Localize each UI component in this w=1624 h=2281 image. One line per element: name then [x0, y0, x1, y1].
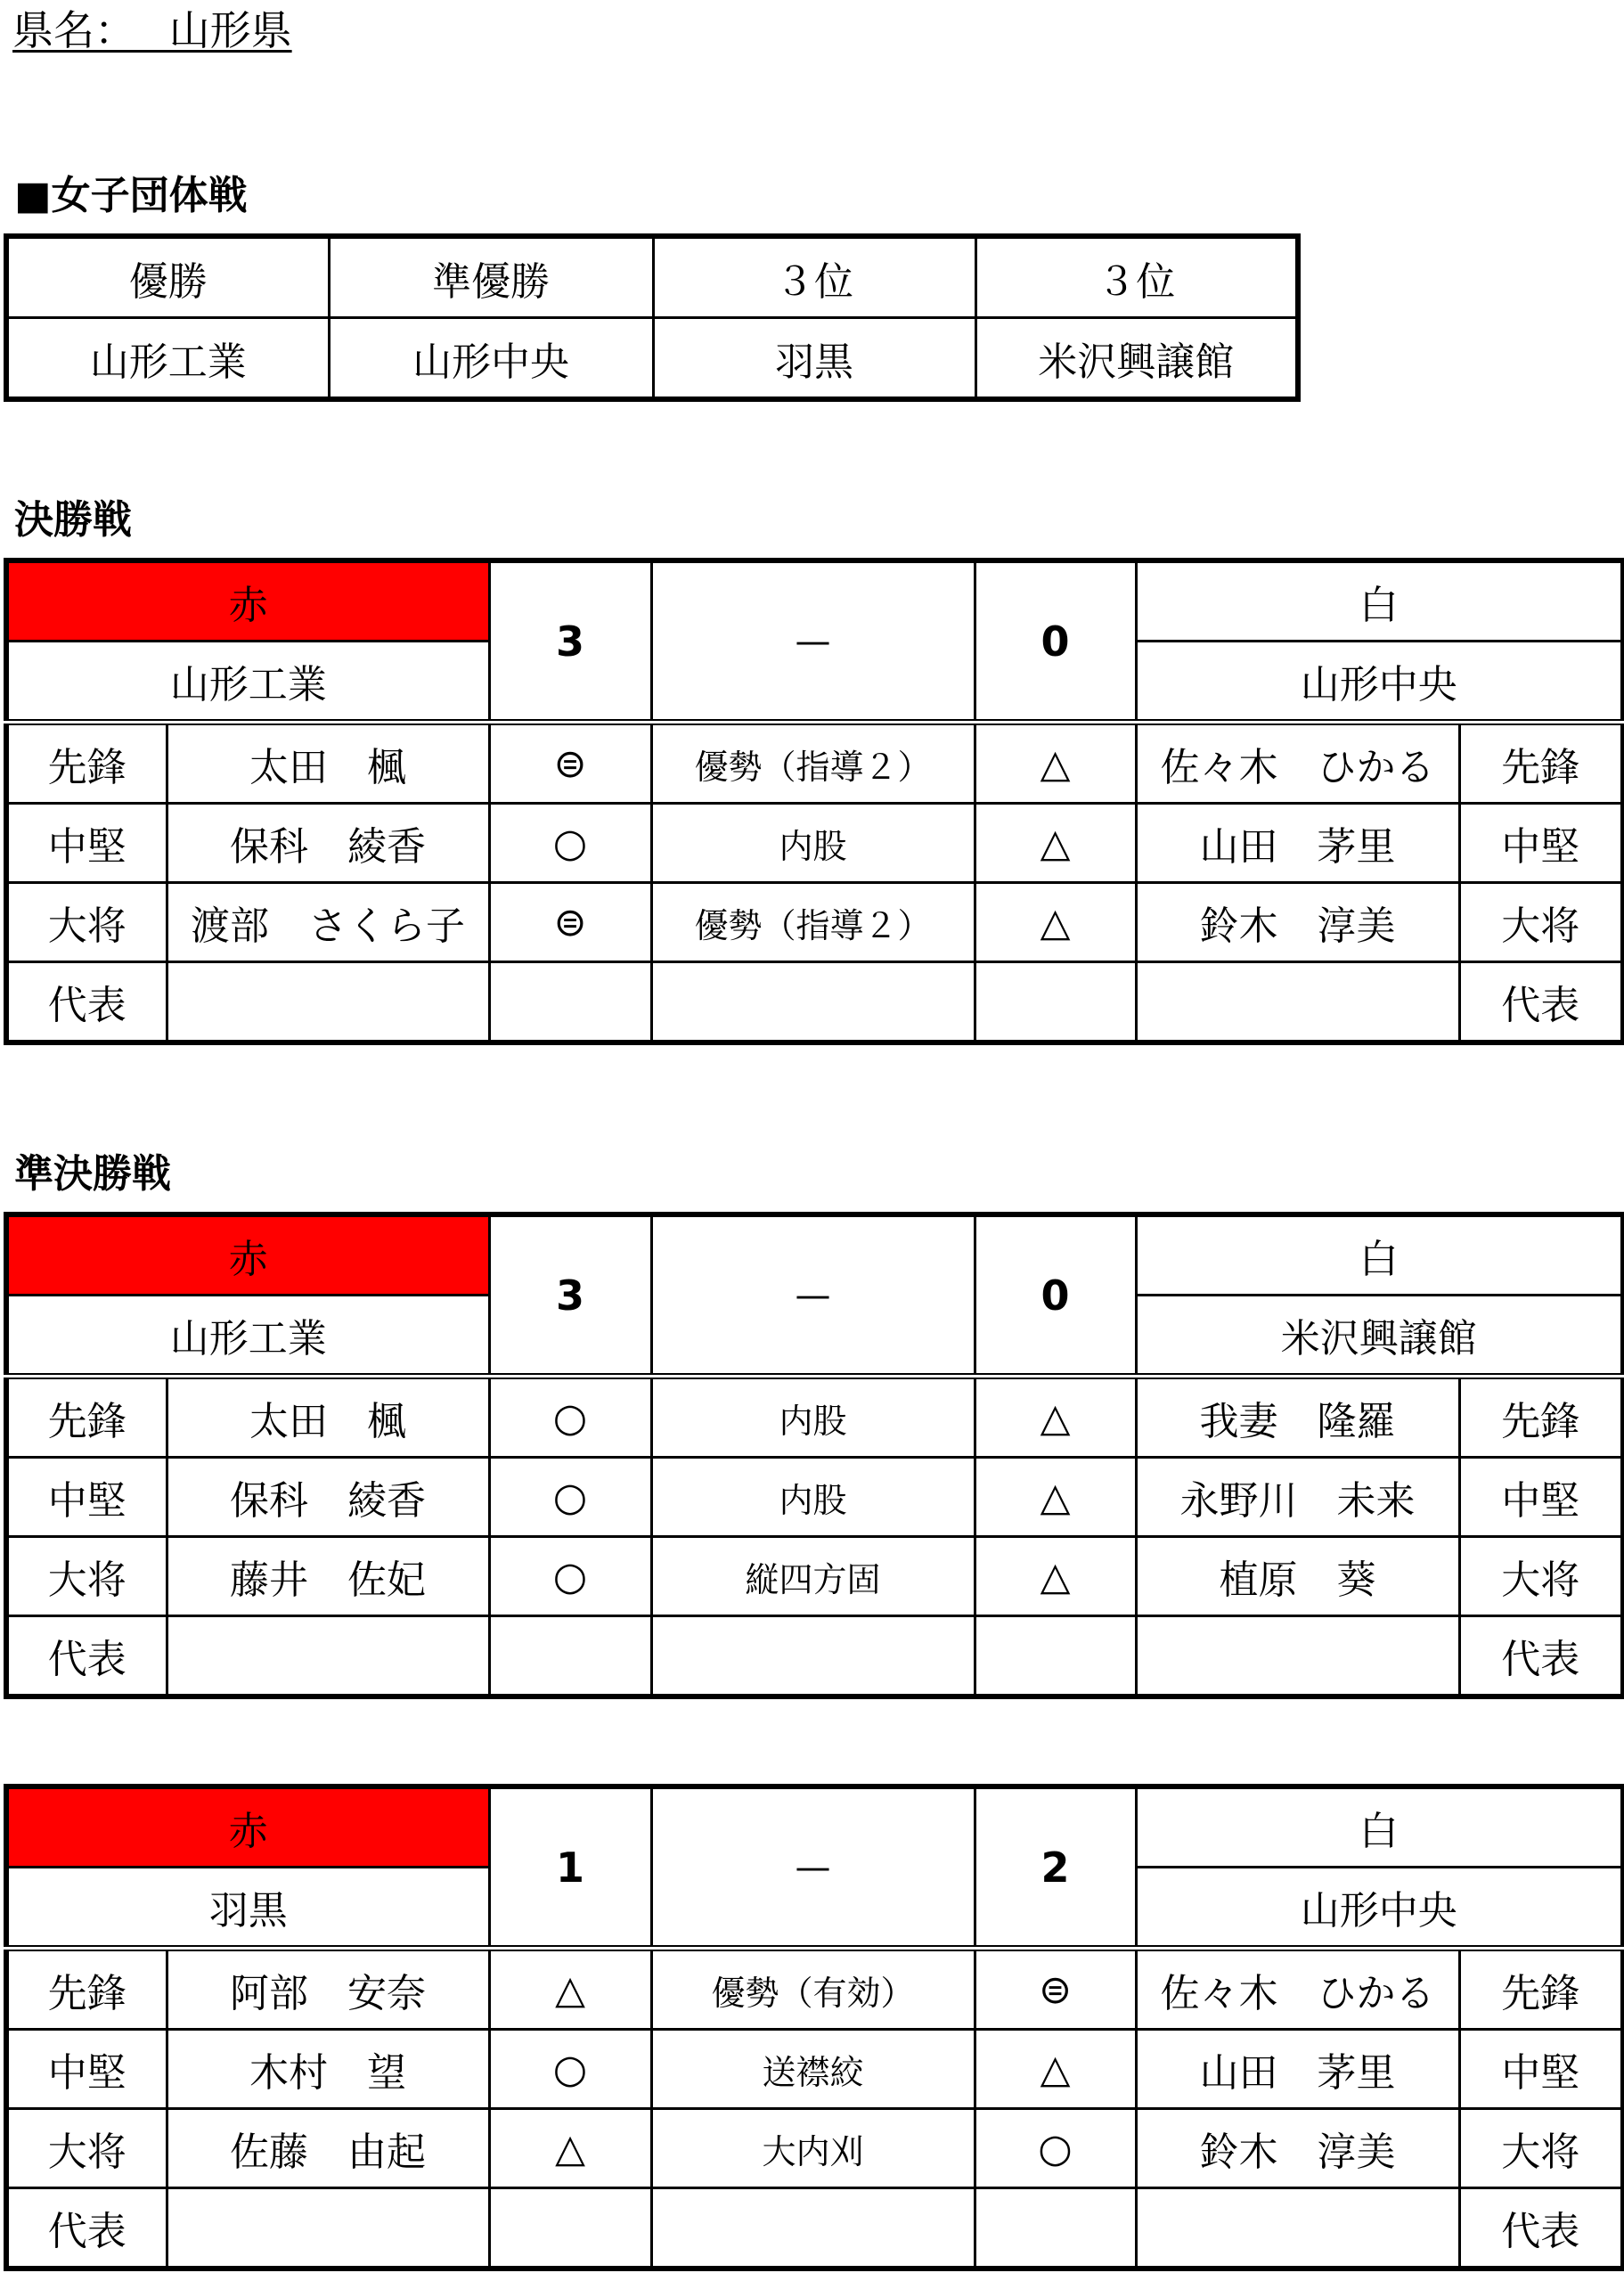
red-player: 保科 綾香: [167, 804, 489, 883]
position-left: 大将: [6, 883, 167, 962]
bout-row: [6, 804, 1623, 883]
technique: 内股: [651, 804, 975, 883]
standings-header: 準優勝: [329, 236, 653, 318]
technique: [651, 962, 975, 1043]
white-player: 山田 茅里: [1136, 2030, 1459, 2109]
bout-row: [6, 2030, 1623, 2109]
position-right: 先鋒: [1459, 1377, 1623, 1458]
position-left: 代表: [6, 962, 167, 1043]
final-title: 決勝戦: [14, 497, 132, 543]
red-result-mark: ○: [489, 1537, 651, 1616]
bout-row: [6, 1458, 1623, 1537]
position-left: 先鋒: [6, 723, 167, 804]
position-left: 代表: [6, 2188, 167, 2269]
red-team: 山形工業: [6, 642, 489, 723]
technique: 送襟絞: [651, 2030, 975, 2109]
position-left: 中堅: [6, 2030, 167, 2109]
position-right: 代表: [1459, 2188, 1623, 2269]
white-player: [1136, 962, 1459, 1043]
white-player: 鈴木 淳美: [1136, 883, 1459, 962]
red-score: 3: [489, 560, 651, 723]
bout-row: [6, 1949, 1623, 2030]
red-player: 木村 望: [167, 2030, 489, 2109]
red-label: 赤: [6, 560, 489, 642]
white-score: 0: [975, 560, 1136, 723]
bout-row: [6, 883, 1623, 962]
red-result-mark: ○: [489, 1458, 651, 1537]
red-player: [167, 1616, 489, 1697]
standings-team: 山形工業: [6, 318, 329, 400]
white-result-mark: [975, 1616, 1136, 1697]
standings-value-row: [6, 318, 1298, 400]
technique: 優勢（有効）: [651, 1949, 975, 2030]
standings-header: 優勝: [6, 236, 329, 318]
red-player: 佐藤 由起: [167, 2109, 489, 2188]
red-player: 太田 楓: [167, 1377, 489, 1458]
technique: 優勢（指導２）: [651, 723, 975, 804]
bout-row: [6, 2188, 1623, 2269]
white-player: 山田 茅里: [1136, 804, 1459, 883]
position-right: 大将: [1459, 883, 1623, 962]
technique: 縦四方固: [651, 1537, 975, 1616]
bout-row: [6, 1616, 1623, 1697]
red-result-mark: △: [489, 1949, 651, 2030]
position-right: 先鋒: [1459, 723, 1623, 804]
white-result-mark: [975, 962, 1136, 1043]
position-left: 中堅: [6, 1458, 167, 1537]
white-player: 永野川 未来: [1136, 1458, 1459, 1537]
position-right: 先鋒: [1459, 1949, 1623, 2030]
standings-header: ３位: [975, 236, 1298, 318]
red-label: 赤: [6, 1214, 489, 1296]
red-result-mark: [489, 2188, 651, 2269]
red-label: 赤: [6, 1786, 489, 1868]
position-right: 代表: [1459, 1616, 1623, 1697]
white-result-mark: ○: [975, 2109, 1136, 2188]
standings-team: 米沢興譲館: [975, 318, 1298, 400]
technique: 内股: [651, 1458, 975, 1537]
red-score: 3: [489, 1214, 651, 1377]
position-left: 代表: [6, 1616, 167, 1697]
standings-table: [4, 233, 1301, 402]
white-player: 我妻 隆羅: [1136, 1377, 1459, 1458]
white-player: 鈴木 淳美: [1136, 2109, 1459, 2188]
red-team: 山形工業: [6, 1296, 489, 1377]
position-left: 先鋒: [6, 1377, 167, 1458]
white-result-mark: ⊜: [975, 1949, 1136, 2030]
red-player: [167, 2188, 489, 2269]
white-player: [1136, 2188, 1459, 2269]
red-score: 1: [489, 1786, 651, 1949]
standings-header-row: [6, 236, 1298, 318]
red-result-mark: ⊜: [489, 723, 651, 804]
white-result-mark: [975, 2188, 1136, 2269]
bout-row: [6, 1377, 1623, 1458]
standings-team: 羽黒: [653, 318, 975, 400]
white-score: 0: [975, 1214, 1136, 1377]
bout-row: [6, 723, 1623, 804]
white-player: 佐々木 ひかる: [1136, 723, 1459, 804]
standings-header: ３位: [653, 236, 975, 318]
position-left: 先鋒: [6, 1949, 167, 2030]
score-dash: —: [651, 1214, 975, 1377]
score-dash: —: [651, 1786, 975, 1949]
bout-row: [6, 2109, 1623, 2188]
semifinal-2-match-table: [4, 1784, 1624, 2271]
white-team: 山形中央: [1136, 1868, 1623, 1949]
red-team: 羽黒: [6, 1868, 489, 1949]
final-match-table: [4, 558, 1624, 1045]
position-left: 大将: [6, 1537, 167, 1616]
technique: 内股: [651, 1377, 975, 1458]
white-team: 米沢興譲館: [1136, 1296, 1623, 1377]
red-player: [167, 962, 489, 1043]
section-title: ■女子団体戦: [14, 173, 248, 218]
technique: 優勢（指導２）: [651, 883, 975, 962]
white-player: [1136, 1616, 1459, 1697]
white-result-mark: △: [975, 1458, 1136, 1537]
position-left: 大将: [6, 2109, 167, 2188]
red-player: 渡部 さくら子: [167, 883, 489, 962]
position-left: 中堅: [6, 804, 167, 883]
position-right: 中堅: [1459, 2030, 1623, 2109]
position-right: 大将: [1459, 2109, 1623, 2188]
prefecture-label: 県名： 山形県: [12, 6, 292, 54]
semifinal-1-match-table: [4, 1212, 1624, 1699]
red-player: 太田 楓: [167, 723, 489, 804]
technique: 大内刈: [651, 2109, 975, 2188]
white-player: 植原 葵: [1136, 1537, 1459, 1616]
white-label: 白: [1136, 1214, 1623, 1296]
standings-team: 山形中央: [329, 318, 653, 400]
white-result-mark: △: [975, 2030, 1136, 2109]
position-right: 中堅: [1459, 1458, 1623, 1537]
red-result-mark: ○: [489, 2030, 651, 2109]
white-result-mark: △: [975, 1537, 1136, 1616]
red-result-mark: ○: [489, 1377, 651, 1458]
white-result-mark: △: [975, 1377, 1136, 1458]
red-result-mark: ○: [489, 804, 651, 883]
position-right: 大将: [1459, 1537, 1623, 1616]
white-label: 白: [1136, 560, 1623, 642]
red-player: 藤井 佐妃: [167, 1537, 489, 1616]
white-player: 佐々木 ひかる: [1136, 1949, 1459, 2030]
white-result-mark: △: [975, 723, 1136, 804]
red-result-mark: ⊜: [489, 883, 651, 962]
score-dash: —: [651, 560, 975, 723]
bout-row: [6, 1537, 1623, 1616]
white-label: 白: [1136, 1786, 1623, 1868]
white-result-mark: △: [975, 804, 1136, 883]
red-player: 保科 綾香: [167, 1458, 489, 1537]
technique: [651, 2188, 975, 2269]
white-team: 山形中央: [1136, 642, 1623, 723]
red-result-mark: △: [489, 2109, 651, 2188]
position-right: 代表: [1459, 962, 1623, 1043]
red-result-mark: [489, 1616, 651, 1697]
white-score: 2: [975, 1786, 1136, 1949]
semifinal-title: 準決勝戦: [14, 1151, 171, 1197]
position-right: 中堅: [1459, 804, 1623, 883]
red-player: 阿部 安奈: [167, 1949, 489, 2030]
technique: [651, 1616, 975, 1697]
red-result-mark: [489, 962, 651, 1043]
white-result-mark: △: [975, 883, 1136, 962]
bout-row: [6, 962, 1623, 1043]
